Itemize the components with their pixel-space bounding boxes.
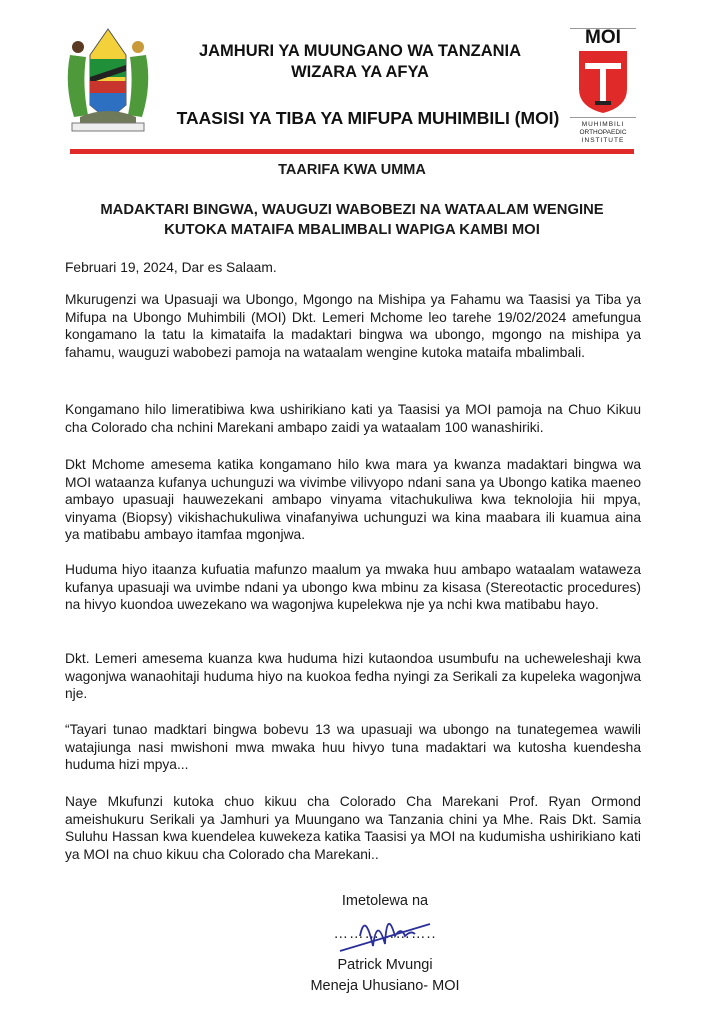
paragraph: Kongamano hilo limeratibiwa kwa ushirikiano kati ya Taasisi ya MOI pamoja na Chuo Kikuu cha Colorado cha nchini Marekani ambapo zaidi ya wataalam 100 wanashiriki. (65, 402, 641, 435)
header-line-1: JAMHURI YA MUUNGANO WA TANZANIA (198, 42, 522, 60)
moi-logo-text: MOI (570, 28, 636, 47)
headline-line-2: KUTOKA MATAIFA MBALIMBALI WAPIGA KAMBI MOI (164, 222, 540, 238)
handwritten-signature-icon (335, 906, 435, 956)
moi-shield-icon (577, 49, 629, 115)
caption-line: INSTITUTE (581, 137, 625, 144)
paragraph: “Tayari tunao madktari bingwa bobevu 13 wa upasuaji wa ubongo na tunategemea wawili watajiunga nasi mwishoni mwa mwaka huu hivyo tuna madaktari wa kutosha kuendesha huduma hizi mpya... (65, 722, 641, 773)
headline-line-1: MADAKTARI BINGWA, WAUGUZI WABOBEZI NA WATAALAM WENGINE (100, 202, 604, 218)
header-divider (70, 149, 634, 154)
paragraph: Huduma hiyo itaanza kufuatia mafunzo maalum ya mwaka huu ambapo wataalam wataweza kufanya upasuaji wa uvimbe ndani ya ubongo kwa mbinu za kisasa (Stereotactic procedures) na hivyo kuondoa uwezekano wa wagonjwa kupelekwa nje ya nchi kwa matibabu hayo. (65, 562, 641, 613)
issued-by-label: Imetolewa na (341, 893, 429, 909)
moi-logo-caption (570, 117, 636, 145)
signature-dots: ……………….. (333, 926, 437, 942)
signatory-name: Patrick Mvungi (337, 957, 433, 973)
tanzania-coat-of-arms-icon (60, 25, 156, 135)
moi-logo (570, 28, 636, 145)
signatory-title: Meneja Uhusiano- MOI (310, 978, 460, 994)
paragraph: Dkt. Lemeri amesema kuanza kwa huduma hizi kutaondoa usumbufu na ucheweleshaji kwa wagonjwa wanaohitaji huduma hiyo na kuokoa fedha nyingi za Serikali za kupeleka wagonjwa nje. (65, 651, 641, 702)
header-line-3: TAASISI YA TIBA YA MIFUPA MUHIMBILI (MOI) (176, 108, 560, 128)
notice-title: TAARIFA KWA UMMA (278, 162, 426, 178)
caption-line: MUHIMBILI (581, 121, 625, 128)
dateline: Februari 19, 2024, Dar es Salaam. (65, 260, 277, 275)
caption-line: ORTHOPAEDIC (579, 129, 627, 136)
paragraph: Mkurugenzi wa Upasuaji wa Ubongo, Mgongo na Mishipa ya Fahamu wa Taasisi ya Tiba ya Mifupa na Ubongo Muhimbili (MOI) Dkt. Lemeri Mchome leo tarehe 19/02/2024 amefungua kongamano la tatu la kimataifa la madaktari bingwa wa ubongo, mgongo na mishipa ya fahamu, wauguzi wabobezi pamoja na wataalam wengine kutoka mataifa mbalimbali. (65, 292, 641, 360)
paragraph: Dkt Mchome amesema katika kongamano hilo kwa mara ya kwanza madaktari bingwa wa MOI wataanza kufanya uchunguzi wa vivimbe vilivyopo ndani sana ya Ubongo katika maeneo ambayo upasuaji hauwezekani ambapo vinyama vitachukuliwa kwa teknolojia hii mpya, vinyama (Biopsy) vikishachukuliwa vinafanyiwa uchunguzi wa kina maabara ili kuamua aina ya matibabu ambayo itamfaa mgonjwa. (65, 457, 641, 543)
header-line-2: WIZARA YA AFYA (291, 63, 429, 81)
paragraph: Naye Mkufunzi kutoka chuo kikuu cha Colorado Cha Marekani Prof. Ryan Ormond ameishukuru Serikali ya Jamhuri ya Muungano wa Tanzania chini ya Mhe. Rais Dkt. Samia Suluhu Hassan kwa kuendelea kuwekeza katika Taasisi ya MOI na kudumisha ushirikiano kati ya MOI na chuo kikuu cha Colorado cha Marekani.. (65, 794, 641, 862)
